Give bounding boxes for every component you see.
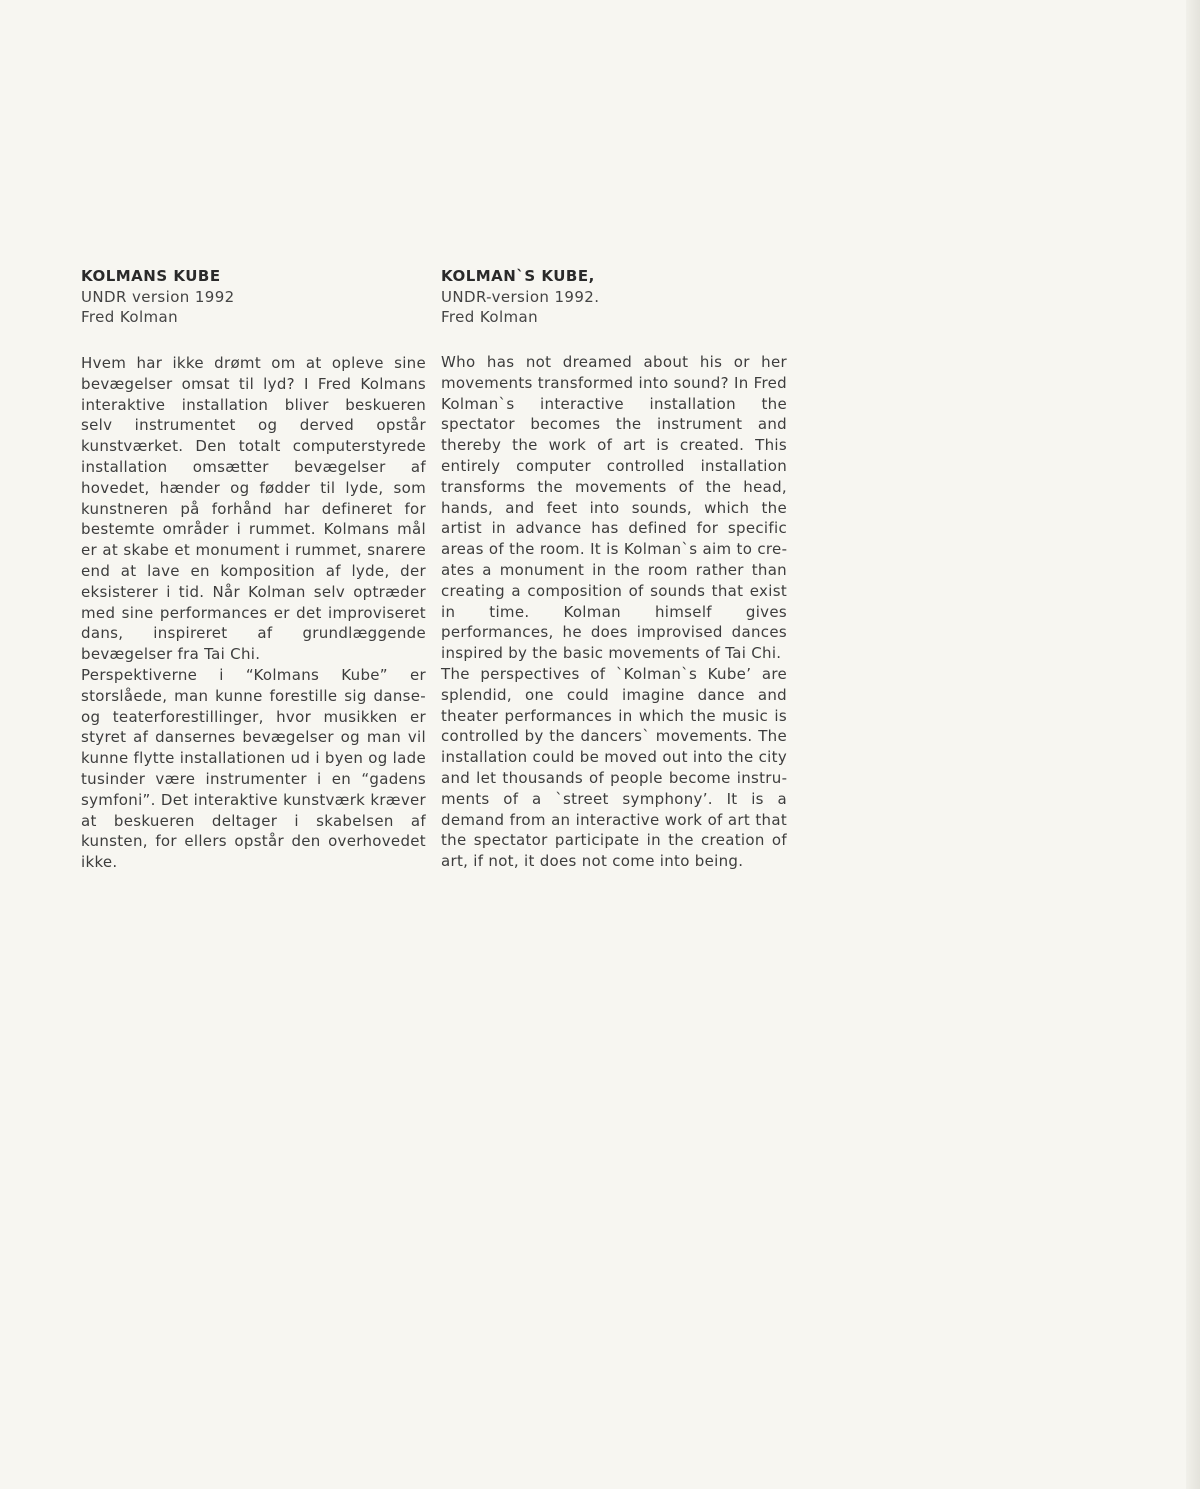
english-version: UNDR-version 1992. [441, 288, 600, 306]
english-paragraph-2: The perspectives of `Kolman`s Kube’ are splendid, one could imagine dance and theater performances in which the music is controlled by the dancers` movements. The installation could be moved out into the city and let thousands of people become instruments of a `street symphony’. It is a demand from an interactive work of art that the spectator participate in the creation of art, if not, it does not come into being. [441, 664, 787, 871]
english-body [441, 352, 787, 872]
danish-artist: Fred Kolman [81, 308, 179, 326]
danish-column [81, 266, 426, 873]
english-title: KOLMAN`S KUBE, [441, 267, 595, 285]
danish-body [81, 353, 426, 873]
danish-title: KOLMANS KUBE [81, 267, 221, 285]
english-artist: Fred Kolman [441, 308, 539, 326]
danish-paragraph-2: Perspektiverne i “Kolmans Kube” er storslåede, man kunne forestille sig danse- og teaterforestillinger, hvor musikken er styret af dansernes bevægelser og man vil kunne flytte installationen ud i byen og lade tusinder være instrumenter i en “gadens symfoni”. Det interaktive kunstværk kræver at beskueren deltager i skabelsen af kunsten, for ellers opstår den overhovedet ikke. [81, 665, 426, 872]
danish-version: UNDR version 1992 [81, 288, 235, 306]
danish-paragraph-1: Hvem har ikke drømt om at opleve sine bevægelser omsat til lyd? I Fred Kolmans interaktive installation bliver beskueren selv instrumentet og derved opstår kunstværket. Den totalt computerstyrede installation omsætter bevægelser af hovedet, hænder og fødder til lyde, som kunstneren på forhånd har defineret for bestemte områder i rummet. Kolmans mål er at skabe et monument i rummet, snarere end at lave en komposition af lyde, der eksisterer i tid. Når Kolman selv optræder med sine performances er det improviseret dans, inspireret af grundlæggende bevægelser fra Tai Chi. [81, 354, 426, 664]
page-edge [1186, 0, 1200, 1489]
english-column [441, 266, 787, 872]
english-paragraph-1: Who has not dreamed about his or her movements transformed into sound? In Fred Kolman`s interactive installation the spectator becomes the instrument and thereby the work of art is created. This entirely computer controlled installation transforms the movements of the head, hands, and feet into sounds, which the artist in advance has defined for specific areas of the room. It is Kolman`s aim to creates a monument in the room rather than creating a composition of sounds that exist in time. Kolman himself gives performances, he does improvised dances inspired by the basic movements of Tai Chi. [441, 353, 787, 663]
